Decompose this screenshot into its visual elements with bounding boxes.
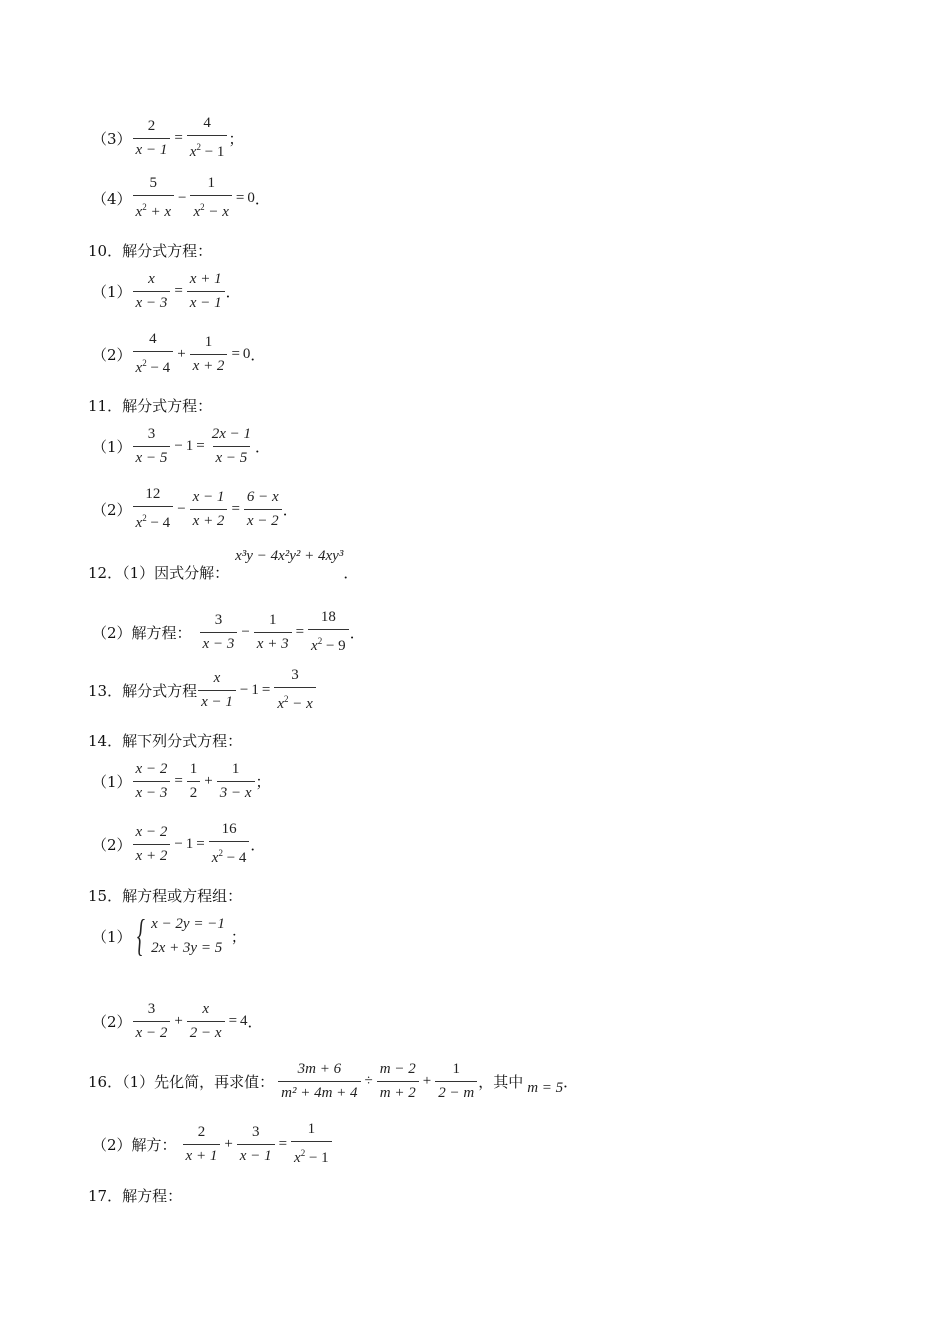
item-4-equation: （4） $\frac{5}{x^2 + x}$ − $\frac{1}{x^2 - x}$ = 0 ．	[92, 175, 270, 220]
fraction: $\frac{3}{x - 1}$	[237, 1123, 275, 1166]
fraction: $\frac{x - 1}{x + 2}$	[190, 488, 228, 531]
factor-expression: x³y − 4x²y² + 4xy³	[235, 548, 344, 564]
question-14-title: 14．解下列分式方程：	[88, 732, 243, 750]
fraction: $\frac{1}{x^2 - 1}$	[291, 1120, 332, 1168]
fraction: $\frac{1}{2 - m}$	[435, 1060, 477, 1103]
fraction: $\frac{1}{2}$	[187, 760, 201, 803]
question-15-part-2: （2） $\frac{3}{x - 2}$ + $\frac{x}{2 - x}$ = 4 ．	[92, 1001, 263, 1041]
question-16-part-2: （2）解方： $\frac{2}{x + 1}$ + $\frac{3}{x - 1}$ = $\frac{1}{x^2 - 1}$	[92, 1120, 333, 1168]
question-16-part-1: 16．（1）先化简，再求值： $\frac{3m + 6}{\text{m² + 4m + 4}}$ ÷ $\frac{m - 2}{m + 2}$ + $\frac{1}{2 - m}$ ，其中 m = 5 ．	[88, 1061, 579, 1101]
fraction: $\frac{x}{2 - x}$	[187, 1000, 225, 1043]
fraction: $\frac{1}{x + 3}$	[254, 611, 292, 654]
fraction: $\frac{x}{x - 1}$	[198, 669, 236, 712]
fraction: $\frac{16}{x^2 - 4}$	[209, 820, 250, 868]
item-3-equation: （3） $\frac{2}{x - 1}$ = $\frac{4}{x^2 - 1}$ ；	[92, 115, 244, 160]
fraction: $\frac{3}{x - 3}$	[200, 611, 238, 654]
fraction: $\frac{6 - x}{x - 2}$	[244, 488, 282, 531]
question-10-title: 10．解分式方程：	[88, 242, 213, 260]
fraction: $\frac{5}{x^2 + x}$	[133, 174, 174, 222]
fraction: $\frac{1}{x^2 - x}$	[190, 174, 231, 222]
question-16-title: 16．（1）先化简，再求值：	[88, 1073, 275, 1091]
fraction: $\frac{12}{x^2 - 4}$	[133, 485, 174, 533]
question-14-part-1: （1） $\frac{x - 2}{x - 3}$ = $\frac{1}{2}$ + $\frac{1}{3 - x}$ ；	[92, 761, 271, 801]
question-13-title: 13．解分式方程	[88, 681, 198, 700]
fraction: $\frac{x - 2}{x - 3}$	[133, 760, 171, 803]
question-12-title: 12．（1）因式分解：	[88, 564, 230, 582]
equation-system: { x − 2y = −1 2x + 3y = 5	[136, 911, 225, 960]
fraction: $\frac{x}{x - 3}$	[133, 270, 171, 313]
item-label: （4）	[92, 189, 132, 208]
fraction: $\frac{2x - 1}{x - 5}$	[211, 426, 252, 466]
question-12-part-2: （2）解方程： $\frac{3}{x - 3}$ − $\frac{1}{x + 3}$ = $\frac{18}{x^2 - 9}$ ．	[92, 609, 365, 654]
fraction: $\frac{1}{x + 2}$	[190, 333, 228, 376]
fraction: $\frac{1}{3 - x}$	[217, 760, 255, 803]
fraction: $\frac{3}{x^2 - x}$	[274, 666, 315, 714]
fraction: $\frac{2}{x + 1}$	[183, 1123, 221, 1166]
question-12-part-1: 12．（1）因式分解： x³y − 4x²y² + 4xy³ ．	[88, 548, 359, 582]
fraction: $\frac{2}{x - 1}$	[133, 117, 171, 160]
brace-icon: {	[136, 911, 145, 960]
question-15-title: 15．解方程或方程组：	[88, 887, 243, 905]
question-14-part-2: （2） $\frac{x - 2}{x + 2}$ − 1 = $\frac{16}{x^2 - 4}$ ．	[92, 821, 266, 866]
fraction: $\frac{4}{x^2 - 4}$	[133, 330, 174, 378]
question-17-title: 17．解方程：	[88, 1187, 183, 1205]
question-11-part-2: （2） $\frac{12}{x^2 - 4}$ − $\frac{x - 1}{x + 2}$ = $\frac{6 - x}{x - 2}$ ．	[92, 486, 298, 531]
fraction: $\frac{x + 1}{x - 1}$	[187, 270, 225, 313]
fraction: $\frac{m - 2}{m + 2}$	[377, 1060, 419, 1103]
question-15-part-1: （1） { x − 2y = −1 2x + 3y = 5 ；	[92, 911, 246, 960]
question-13: 13．解分式方程 $\frac{x}{x - 1}$ − 1 = $\frac{3}{x^2 - x}$	[88, 666, 317, 714]
question-10-part-1: （1） $\frac{x}{x - 3}$ = $\frac{x + 1}{x - 1}$ ．	[92, 271, 241, 311]
fraction: $\frac{3}{x - 2}$	[133, 1000, 171, 1043]
question-10-part-2: （2） $\frac{4}{x^2 - 4}$ + $\frac{1}{x + 2}$ = 0 ．	[92, 331, 266, 376]
question-11-part-1: （1） $\frac{3}{x - 5}$ − 1 = $\frac{2x - 1}{x - 5}$ ．	[92, 426, 271, 466]
item-label: （3）	[92, 129, 132, 148]
fraction: $\frac{x - 2}{x + 2}$	[133, 823, 171, 866]
fraction: $\frac{18}{x^2 - 9}$	[308, 608, 349, 656]
fraction: $\frac{3m + 6}{\text{m² + 4m + 4}}$	[278, 1060, 360, 1103]
fraction: $\frac{3}{x - 5}$	[133, 425, 171, 468]
question-11-title: 11．解分式方程：	[88, 397, 213, 415]
fraction: $\frac{4}{x^2 - 1}$	[187, 114, 228, 162]
